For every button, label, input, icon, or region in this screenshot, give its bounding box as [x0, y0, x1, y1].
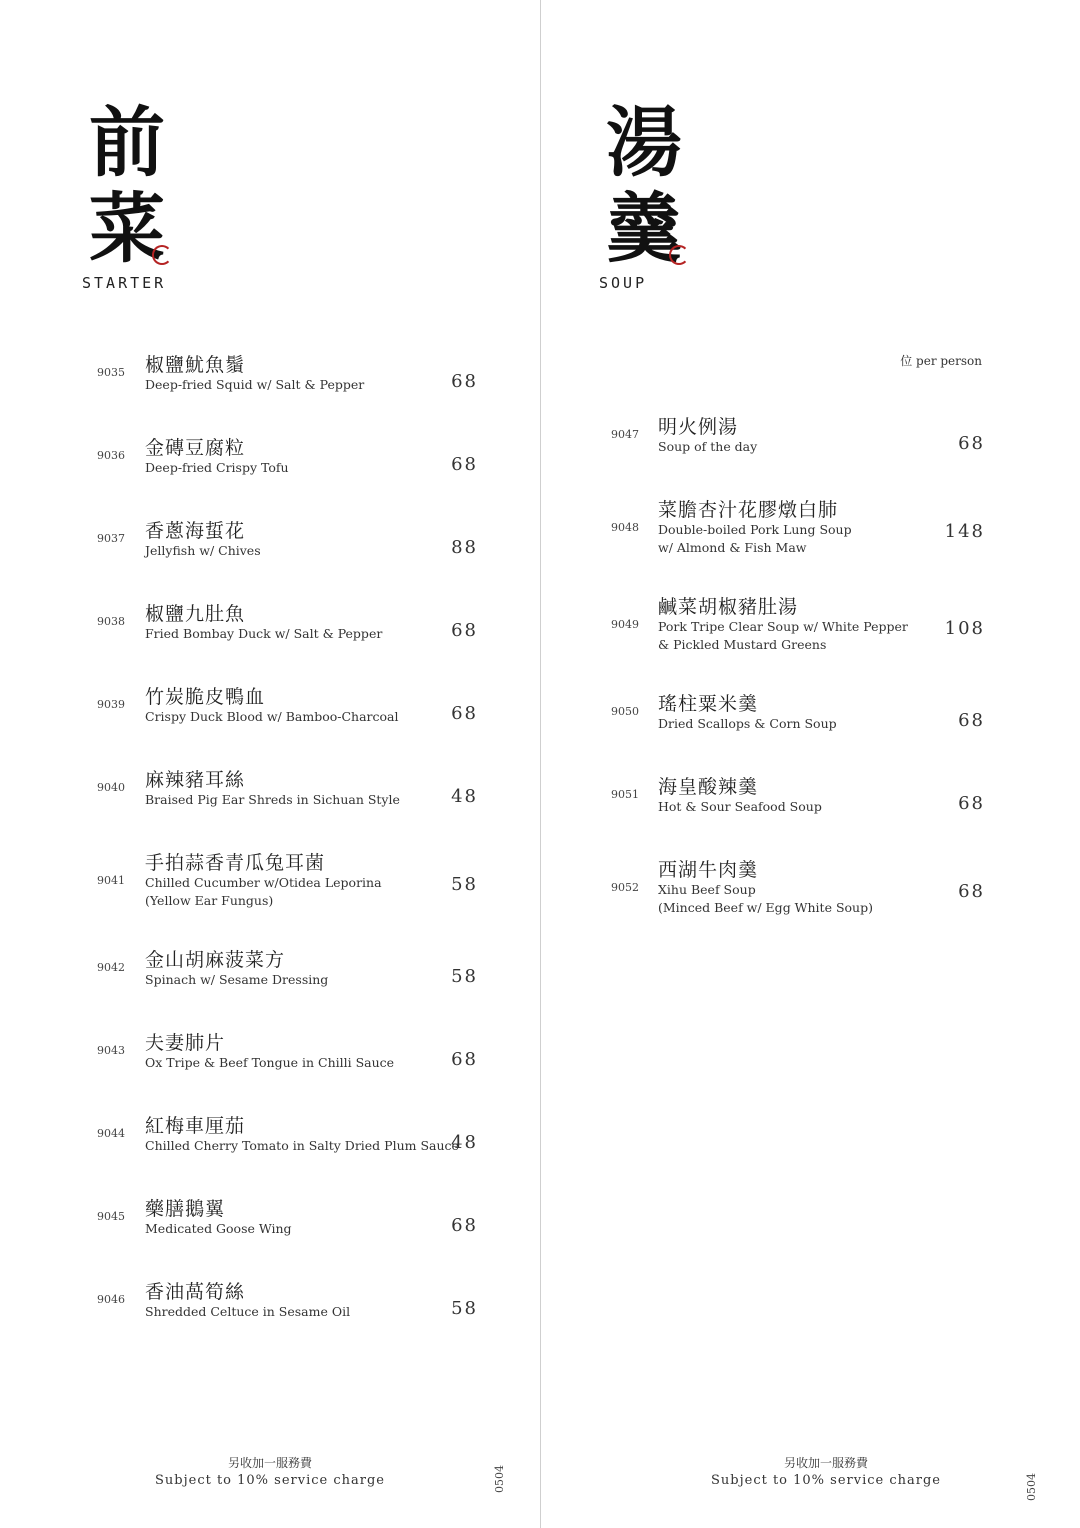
item-code: 9040	[97, 781, 125, 794]
section-title-en: STARTER	[82, 274, 167, 292]
item-name-en	[145, 1137, 459, 1155]
item-price: 68	[958, 881, 985, 902]
item-name-en	[145, 708, 399, 726]
item-price: 68	[451, 1215, 478, 1236]
item-price: 68	[451, 620, 478, 641]
item-code: 9049	[611, 618, 639, 631]
page-number: 0504	[493, 1465, 506, 1493]
item-name-en-line: Deep-fried Squid w/ Salt & Pepper	[145, 377, 365, 392]
menu-item	[0, 514, 540, 597]
item-name-cn: 香油萵筍絲	[145, 1281, 246, 1303]
menu-item	[0, 1275, 540, 1358]
item-name-en	[145, 376, 364, 394]
menu-item	[0, 597, 540, 680]
menu-page-soup	[540, 0, 1080, 1528]
item-code: 9036	[97, 449, 125, 462]
item-name-en-line: Chilled Cucumber w/Otidea Leporina	[145, 875, 382, 890]
item-name-cn: 金山胡麻菠菜方	[145, 949, 286, 971]
item-code: 9042	[97, 961, 125, 974]
item-name-cn: 藥膳鵝翼	[145, 1198, 226, 1220]
item-name-en	[145, 1220, 292, 1238]
item-code: 9041	[97, 874, 125, 887]
item-name-cn: 金磚豆腐粒	[145, 437, 246, 459]
menu-item	[0, 846, 540, 943]
item-name-cn: 鹹菜胡椒豬肚湯	[658, 596, 799, 618]
item-code: 9050	[611, 705, 639, 718]
menu-item	[0, 1109, 540, 1192]
item-name-en	[658, 438, 757, 456]
item-price: 58	[451, 1298, 478, 1319]
item-name-en	[658, 881, 873, 917]
item-name-en-line: Jellyfish w/ Chives	[145, 543, 261, 558]
starter-menu-list	[0, 348, 540, 1358]
item-name-en-line: Medicated Goose Wing	[145, 1221, 292, 1236]
menu-item	[0, 763, 540, 846]
service-charge-en: Subject to 10% service charge	[155, 1473, 385, 1488]
service-charge-cn: 另收加一服務費	[783, 1456, 868, 1470]
item-price: 68	[958, 710, 985, 731]
item-name-en	[658, 521, 852, 557]
menu-item	[541, 493, 1080, 590]
item-name-cn: 紅梅車厘茄	[145, 1115, 246, 1137]
item-price: 68	[958, 793, 985, 814]
item-name-cn: 椒鹽魷魚鬚	[145, 354, 246, 376]
item-name-en-line: Double-boiled Pork Lung Soup	[658, 522, 852, 537]
item-name-en-line: Shredded Celtuce in Sesame Oil	[145, 1304, 351, 1319]
item-name-en-line: Deep-fried Crispy Tofu	[145, 460, 289, 475]
item-name-cn: 菜膽杏汁花膠燉白肺	[658, 499, 839, 521]
item-name-en-line: Fried Bombay Duck w/ Salt & Pepper	[145, 626, 383, 641]
item-code: 9045	[97, 1210, 125, 1223]
item-name-en	[145, 542, 261, 560]
item-name-en-line: Pork Tripe Clear Soup w/ White Pepper	[658, 619, 908, 634]
section-title-cn: 前 菜	[89, 98, 165, 273]
item-name-en	[145, 1303, 350, 1321]
item-code: 9035	[97, 366, 125, 379]
menu-item	[0, 680, 540, 763]
item-price: 58	[451, 966, 478, 987]
item-code: 9037	[97, 532, 125, 545]
page-number: 0504	[1025, 1473, 1038, 1501]
item-name-en-line: & Pickled Mustard Greens	[658, 637, 827, 652]
item-price: 58	[451, 874, 478, 895]
menu-item	[0, 348, 540, 431]
item-name-en-line: Braised Pig Ear Shreds in Sichuan Style	[145, 792, 400, 807]
service-charge-cn: 另收加一服務費	[227, 1456, 312, 1470]
item-price: 68	[451, 371, 478, 392]
item-price: 68	[451, 1049, 478, 1070]
item-name-cn: 麻辣豬耳絲	[145, 769, 246, 791]
item-name-cn: 瑤柱粟米羹	[658, 693, 759, 715]
item-price: 148	[944, 521, 985, 542]
item-name-en-line: w/ Almond & Fish Maw	[658, 540, 807, 555]
item-code: 9038	[97, 615, 125, 628]
menu-item	[541, 770, 1080, 853]
service-charge-en: Subject to 10% service charge	[711, 1473, 941, 1488]
item-name-en	[145, 971, 328, 989]
item-code: 9047	[611, 428, 639, 441]
item-name-cn: 夫妻肺片	[145, 1032, 226, 1054]
item-price: 68	[451, 454, 478, 475]
section-title-starter	[82, 100, 172, 292]
item-price: 68	[451, 703, 478, 724]
item-name-en-line: Dried Scallops & Corn Soup	[658, 716, 837, 731]
item-price: 68	[958, 433, 985, 454]
item-code: 9044	[97, 1127, 125, 1140]
item-code: 9039	[97, 698, 125, 711]
item-name-en-line: Xihu Beef Soup	[658, 882, 756, 897]
item-name-en-line: Spinach w/ Sesame Dressing	[145, 972, 329, 987]
menu-item	[541, 410, 1080, 493]
item-name-en-line: (Yellow Ear Fungus)	[145, 893, 274, 908]
item-name-en	[145, 459, 289, 477]
menu-item	[0, 1026, 540, 1109]
item-code: 9046	[97, 1293, 125, 1306]
menu-item	[541, 853, 1080, 950]
item-price: 108	[944, 618, 985, 639]
item-name-en-line: Chilled Cherry Tomato in Salty Dried Plum Sauce	[145, 1138, 459, 1153]
item-name-en	[658, 798, 822, 816]
item-name-cn: 椒鹽九肚魚	[145, 603, 246, 625]
section-title-en: SOUP	[599, 274, 648, 292]
menu-item	[0, 943, 540, 1026]
menu-item	[541, 687, 1080, 770]
item-name-en-line: Hot & Sour Seafood Soup	[658, 799, 822, 814]
section-title-soup	[599, 100, 689, 292]
service-charge-note	[556, 1454, 1080, 1488]
item-name-en	[658, 618, 908, 654]
item-name-en-line: Ox Tripe & Beef Tongue in Chilli Sauce	[145, 1055, 395, 1070]
item-name-cn: 香蔥海蜇花	[145, 520, 246, 542]
item-name-cn: 手拍蒜香青瓜兔耳菌	[145, 852, 326, 874]
menu-item	[0, 1192, 540, 1275]
item-name-en	[658, 715, 837, 733]
red-seal-icon	[669, 245, 689, 265]
item-name-cn: 西湖牛肉羹	[658, 859, 759, 881]
item-price: 48	[451, 786, 478, 807]
item-code: 9052	[611, 881, 639, 894]
item-name-en-line: Crispy Duck Blood w/ Bamboo-Charcoal	[145, 709, 399, 724]
item-name-en	[145, 791, 400, 809]
item-code: 9048	[611, 521, 639, 534]
item-price: 48	[451, 1132, 478, 1153]
item-name-en	[145, 874, 382, 910]
item-name-cn: 海皇酸辣羹	[658, 776, 759, 798]
red-seal-icon	[152, 245, 172, 265]
item-code: 9051	[611, 788, 639, 801]
item-name-en-line: (Minced Beef w/ Egg White Soup)	[658, 900, 873, 915]
section-title-cn: 湯 羹	[606, 98, 682, 273]
item-name-en	[145, 1054, 394, 1072]
item-name-en-line: Soup of the day	[658, 439, 758, 454]
item-name-cn: 明火例湯	[658, 416, 739, 438]
service-charge-note	[0, 1454, 540, 1488]
item-name-en	[145, 625, 382, 643]
item-code: 9043	[97, 1044, 125, 1057]
soup-menu-list	[541, 410, 1080, 950]
item-price: 88	[451, 537, 478, 558]
menu-item	[0, 431, 540, 514]
item-name-cn: 竹炭脆皮鴨血	[145, 686, 266, 708]
per-person-note: 位 per person	[900, 354, 982, 368]
menu-item	[541, 590, 1080, 687]
